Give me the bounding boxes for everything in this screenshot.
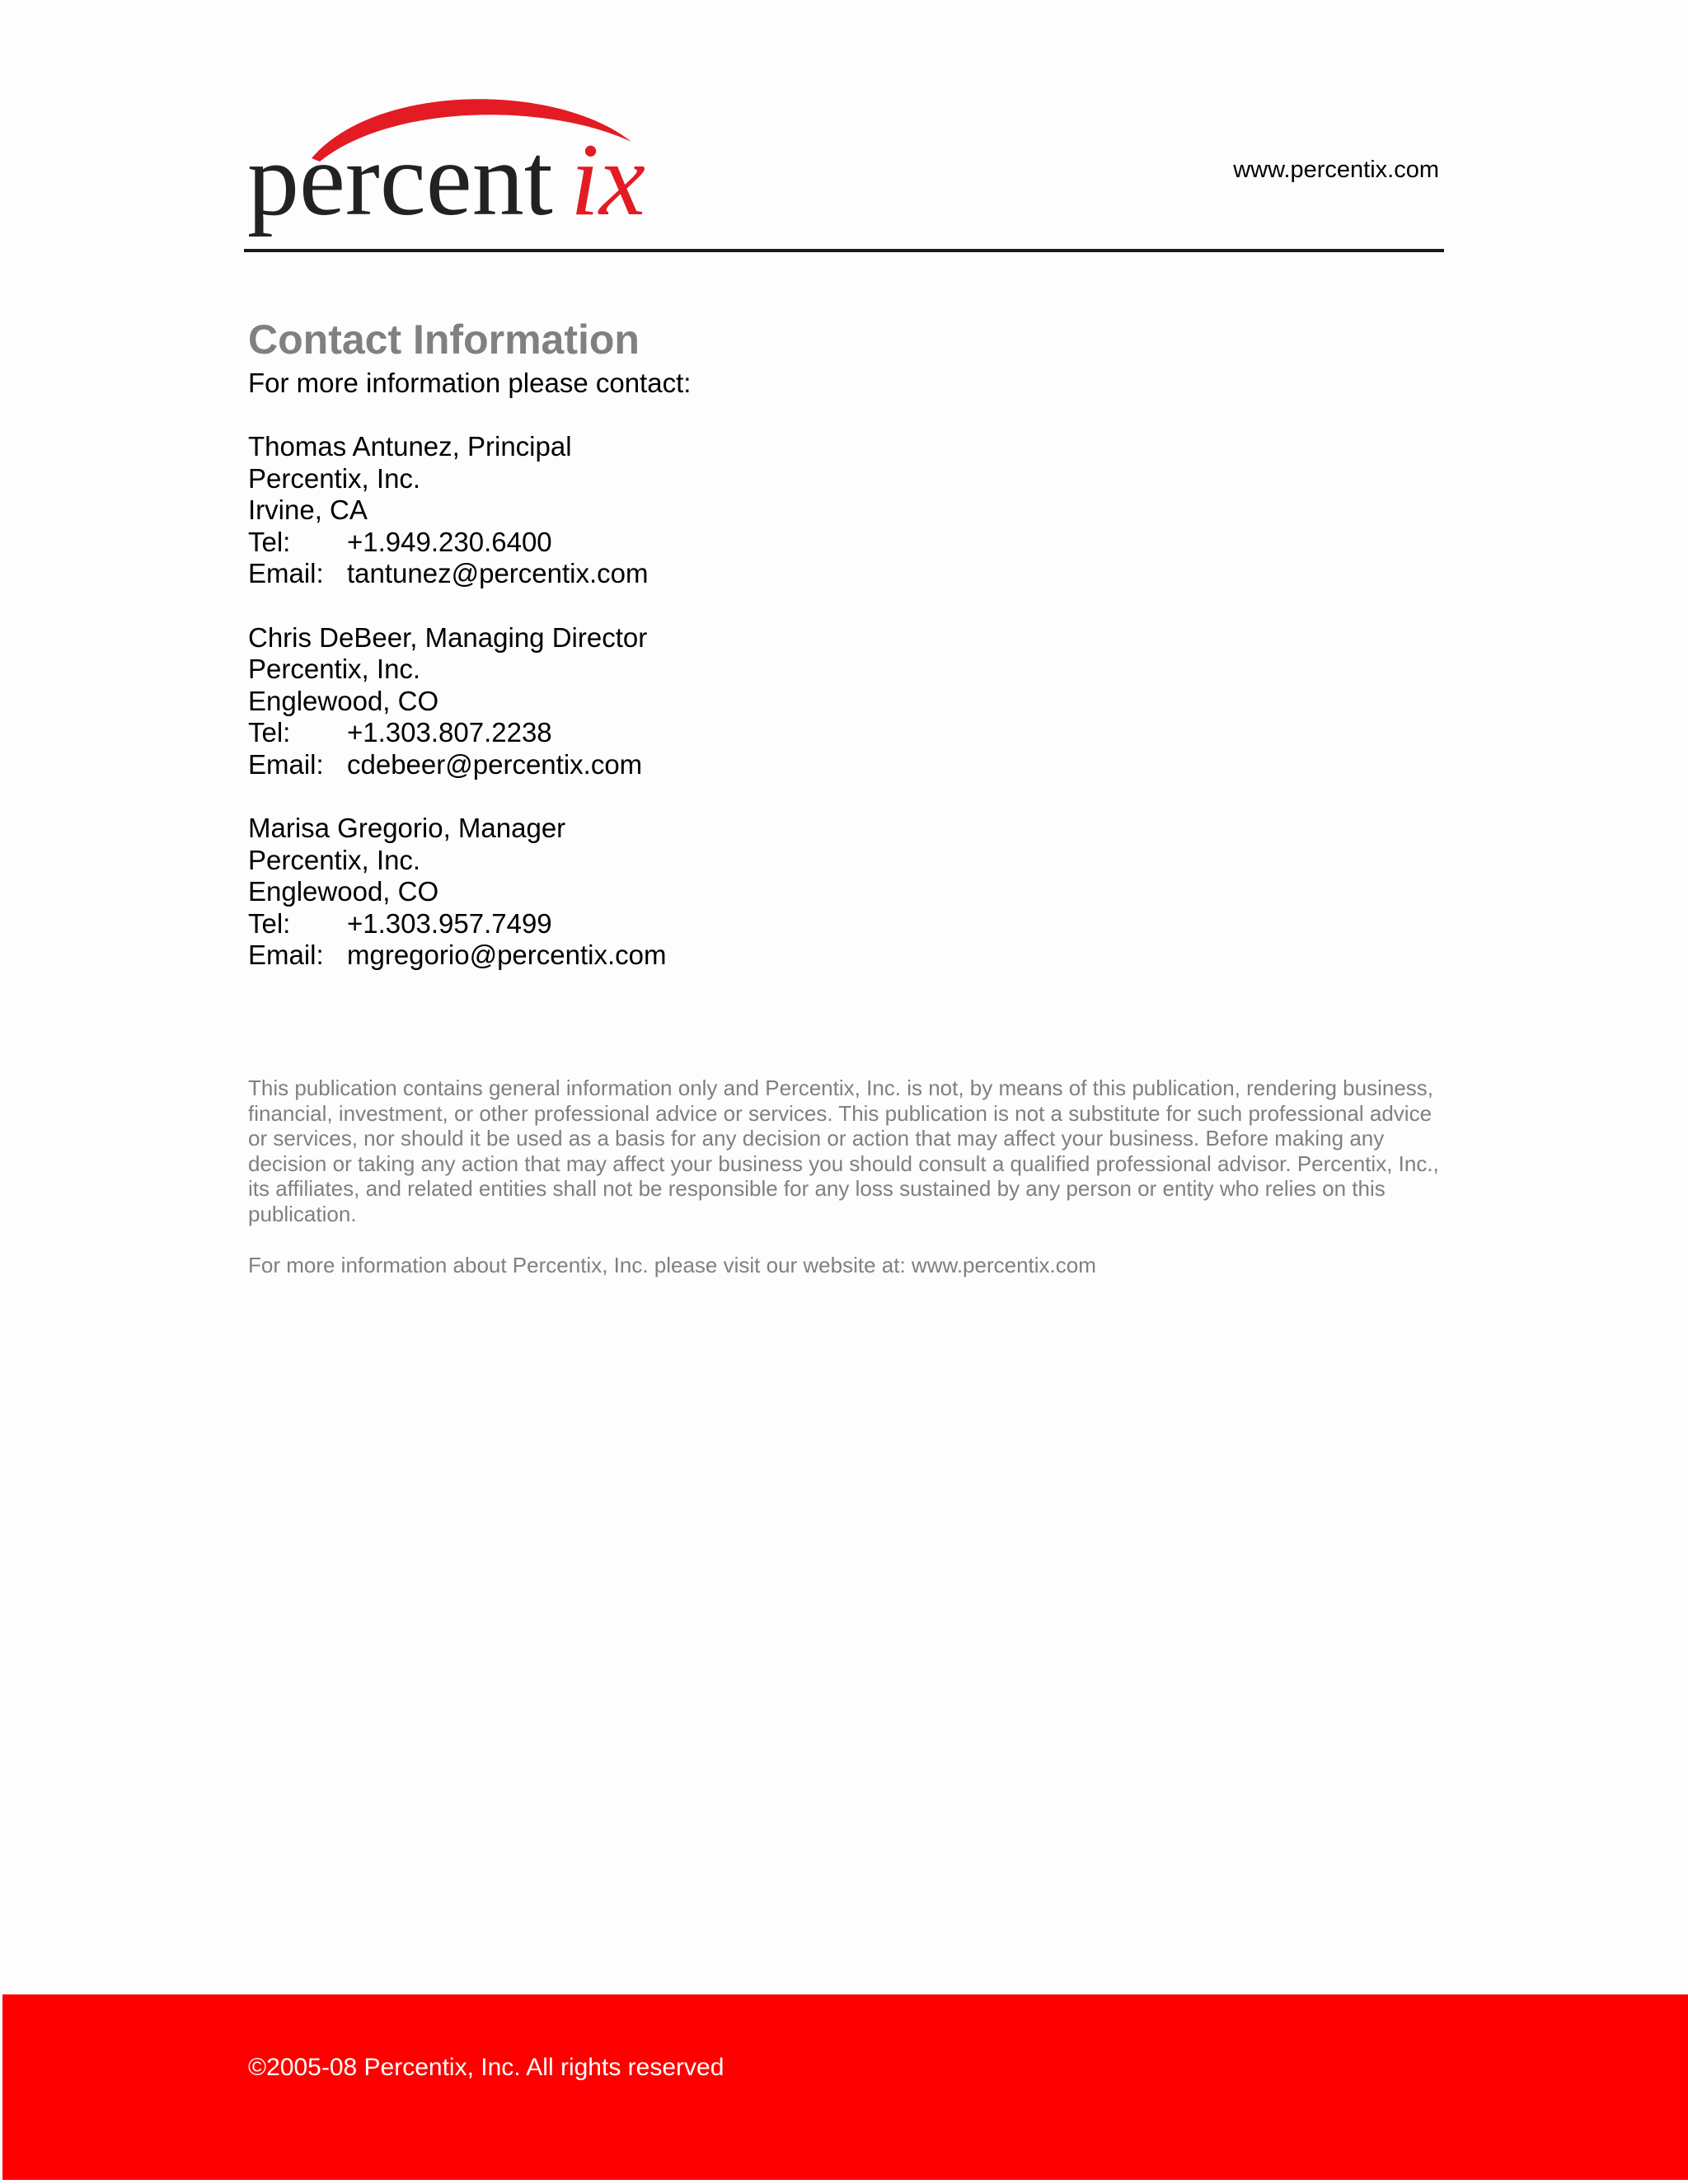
- contact-email[interactable]: tantunez@percentix.com: [347, 558, 649, 588]
- contact-email[interactable]: cdebeer@percentix.com: [347, 748, 643, 780]
- svg-text:percent: percent: [247, 123, 553, 237]
- contact-email-row: [248, 940, 1443, 972]
- more-info-text: For more information about Percentix, Inc. please visit our website at: www.percentix.com: [248, 1253, 1096, 1277]
- header-divider: [244, 249, 1444, 252]
- intro-text: For more information please contact:: [248, 368, 692, 398]
- contact-location: Englewood, CO: [248, 685, 439, 716]
- footer-bar: [2, 1994, 1688, 2180]
- contact-name-title: Thomas Antunez, Principal: [248, 431, 572, 462]
- percentix-logo: [244, 91, 673, 247]
- contact-tel[interactable]: +1.303.957.7499: [347, 907, 552, 939]
- contact-email-row: [248, 749, 1443, 781]
- disclaimer: [248, 1076, 1443, 1227]
- contact-card: [248, 622, 1443, 781]
- header-website-link[interactable]: www.percentix.com: [1233, 157, 1439, 183]
- email-label: Email:: [248, 558, 324, 588]
- contact-card: [248, 813, 1443, 972]
- contact-company: Percentix, Inc.: [248, 654, 421, 684]
- contact-tel[interactable]: +1.949.230.6400: [347, 526, 552, 557]
- section-title: Contact Information: [248, 316, 640, 363]
- contact-tel[interactable]: +1.303.807.2238: [347, 717, 552, 748]
- tel-label: Tel:: [248, 907, 291, 939]
- email-label: Email:: [248, 940, 324, 970]
- tel-label: Tel:: [248, 526, 291, 557]
- copyright-text: ©2005-08 Percentix, Inc. All rights reserved: [248, 2054, 724, 2081]
- contact-company: Percentix, Inc.: [248, 844, 421, 875]
- page-header: [244, 91, 1444, 252]
- contact-tel-row: [248, 717, 1443, 749]
- contact-section: [248, 312, 1443, 1004]
- email-label: Email:: [248, 748, 324, 780]
- contact-email-row: [248, 558, 1443, 590]
- tel-label: Tel:: [248, 717, 291, 748]
- contact-tel-row: [248, 527, 1443, 559]
- contact-tel-row: [248, 908, 1443, 940]
- disclaimer-text: This publication contains general information only and Percentix, Inc. is not, by means of this publication, rendering business, financial, investment, or other professional advice or services. This publication is not a substitute for such professional advice or services, nor should it be used as a basis for any decision or action that may affect your business. Before making any decision or taking any action that may affect your business you should consult a qualified professional advisor. Percentix, Inc., its affiliates, and related entities shall not be responsible for any loss sustained by any person or entity who relies on this publication.: [248, 1076, 1439, 1226]
- contact-card: [248, 431, 1443, 590]
- contact-company: Percentix, Inc.: [248, 462, 421, 494]
- contact-location: Irvine, CA: [248, 494, 368, 525]
- contact-email[interactable]: mgregorio@percentix.com: [347, 940, 667, 970]
- contact-location: Englewood, CO: [248, 876, 439, 907]
- svg-text:ix: ix: [570, 123, 645, 237]
- contact-name-title: Chris DeBeer, Managing Director: [248, 621, 648, 653]
- contact-name-title: Marisa Gregorio, Manager: [248, 813, 566, 843]
